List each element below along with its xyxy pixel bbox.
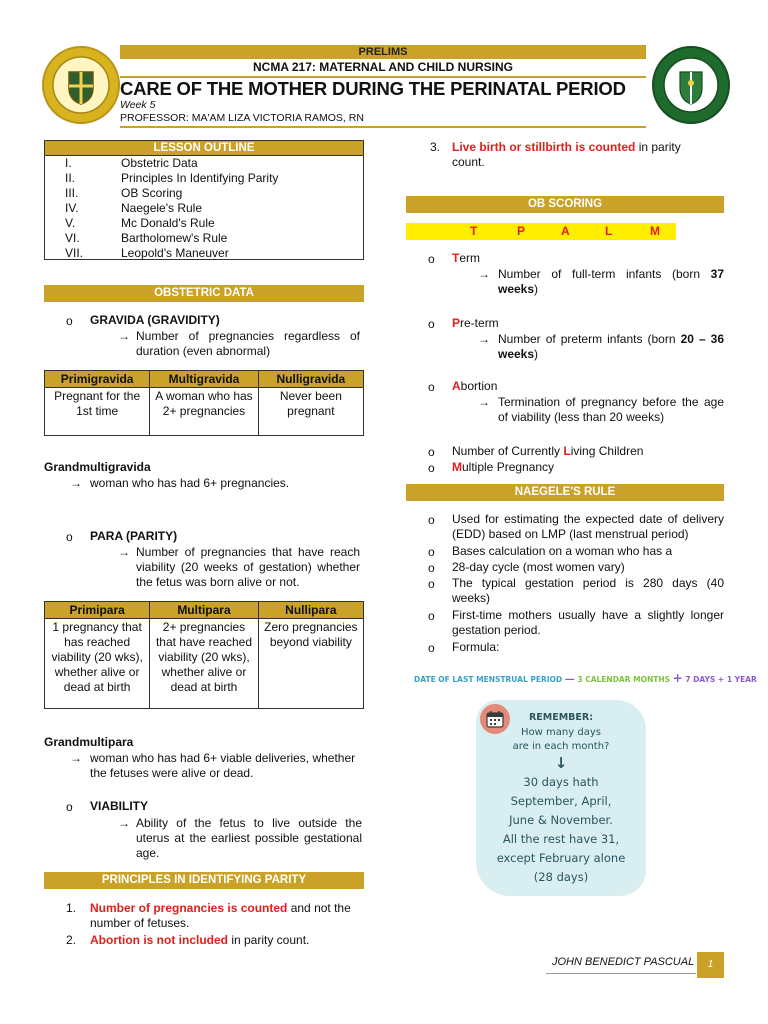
tpalm-letter: M <box>650 224 660 238</box>
obstetric-data-heading: OBSTETRIC DATA <box>44 285 364 302</box>
gravida-definition: Number of pregnancies regardless of duration (even abnormal) <box>136 329 360 358</box>
naegele-item: 28-day cycle (most women vary) <box>452 560 625 574</box>
ob-scoring-heading: OB SCORING <box>406 196 724 213</box>
outline-item: VI. Bartholomew's Rule <box>65 231 228 245</box>
professor-label: PROFESSOR: MA'AM LIZA VICTORIA RAMOS, RN <box>120 112 364 124</box>
arrow-icon: → <box>70 476 82 490</box>
bullet-circle: o <box>428 380 435 394</box>
down-arrow-icon: ↓ <box>554 754 568 772</box>
tpalm-highlight <box>406 223 676 240</box>
ob-abortion-label: Abortion <box>452 379 498 393</box>
card-rhyme-2: September, April, <box>510 794 612 808</box>
viability-definition: Ability of the fetus to live outside the uterus at the earliest possible gestational age. <box>136 816 362 860</box>
ob-multiple-label: Multiple Pregnancy <box>452 460 555 474</box>
outline-item: IV. Naegele's Rule <box>65 201 203 215</box>
card-rhyme-6: (28 days) <box>533 870 589 884</box>
table-header: Primipara <box>45 602 150 619</box>
table-cell: Pregnant for the 1st time <box>45 388 150 436</box>
principle-item: Number of pregnancies is counted and not the number of fetuses. <box>90 901 351 930</box>
gravida-table <box>44 370 364 436</box>
table-cell: Never been pregnant <box>258 388 363 436</box>
naegele-item: Used for estimating the expected date of delivery (EDD) based on LMP (last menstrual period) <box>452 512 724 541</box>
bullet-circle: o <box>428 513 435 527</box>
formula-days-year: 7 DAYS + 1 YEAR <box>685 675 757 684</box>
left-school-seal-icon <box>42 46 120 124</box>
naegele-item: Formula: <box>452 640 500 654</box>
viability-term: VIABILITY <box>90 799 149 813</box>
naegele-item: First-time mothers usually have a slightly longer gestation period. <box>452 608 724 637</box>
arrow-icon: → <box>118 329 130 343</box>
bullet-circle: o <box>66 314 73 328</box>
table-cell: A woman who has 2+ pregnancies <box>150 388 258 436</box>
para-definition: Number of pregnancies that have reach viability (20 weeks of gestation) whether the fetus was born alive or not. <box>136 545 360 589</box>
table-header: Multipara <box>150 602 258 619</box>
principle-item: Live birth or stillbirth is counted in parity count. <box>452 140 681 169</box>
arrow-icon: → <box>118 816 130 830</box>
ob-abortion-definition: Termination of pregnancy before the age of viability (less than 20 weeks) <box>498 395 724 424</box>
bullet-circle: o <box>428 445 435 459</box>
table-cell: Zero pregnancies beyond viability <box>258 619 363 709</box>
gravida-term: GRAVIDA (GRAVIDITY) <box>90 313 220 327</box>
bullet-circle: o <box>428 577 435 591</box>
grandmultipara-definition: woman who has had 6+ viable deliveries, whether the fetuses were alive or dead. <box>90 751 356 780</box>
tpalm-letter: P <box>517 224 526 238</box>
lesson-outline-box <box>44 140 364 260</box>
lesson-outline-heading: LESSON OUTLINE <box>45 141 363 156</box>
card-rhyme-1: 30 days hath <box>523 775 599 789</box>
outline-item: V. Mc Donald's Rule <box>65 216 215 230</box>
footer-author: JOHN BENEDICT PASCUAL <box>552 956 695 968</box>
term-label: PRELIMS <box>358 46 408 58</box>
bullet-circle: o <box>428 461 435 475</box>
bullet-circle: o <box>428 252 435 266</box>
principles-heading: PRINCIPLES IN IDENTIFYING PARITY <box>44 872 364 889</box>
table-cell: 2+ pregnancies that have reached viability (20 wks), whether alive or dead at birth <box>150 619 258 709</box>
week-label: Week 5 <box>120 99 156 111</box>
right-school-seal-icon <box>652 46 730 124</box>
card-question-2: are in each month? <box>512 741 610 752</box>
bullet-circle: o <box>66 530 73 544</box>
ob-living-label: Number of Currently Living Children <box>452 444 644 458</box>
principle-item: Abortion is not included in parity count. <box>90 933 310 947</box>
ob-term-definition: Number of full-term infants (born 37 weeks) <box>498 267 724 296</box>
bullet-circle: o <box>428 317 435 331</box>
ob-preterm-label: Pre-term <box>452 316 499 330</box>
term-banner <box>120 45 646 59</box>
grandmultigravida-term: Grandmultigravida <box>44 460 151 474</box>
outline-item: I. Obstetric Data <box>65 156 198 170</box>
card-rhyme-5: except February alone <box>496 851 626 865</box>
table-header: Nullipara <box>258 602 363 619</box>
arrow-icon: → <box>478 267 490 281</box>
para-term: PARA (PARITY) <box>90 529 178 543</box>
card-remember: REMEMBER: <box>528 712 594 723</box>
card-rhyme-4: All the rest have 31, <box>502 832 620 846</box>
naegele-item: Bases calculation on a woman who has a <box>452 544 673 558</box>
principle-number: 1. <box>66 901 77 915</box>
remember-card <box>476 700 646 896</box>
bullet-circle: o <box>428 641 435 655</box>
header-divider-bottom <box>120 126 646 128</box>
card-rhyme-3: June & November. <box>509 813 613 827</box>
table-cell: 1 pregnancy that has reached viability (20 wks), whether alive or dead at birth <box>45 619 150 709</box>
tpalm-letter: L <box>605 224 613 238</box>
table-header: Multigravida <box>150 371 258 388</box>
bullet-circle: o <box>428 545 435 559</box>
arrow-icon: → <box>118 545 130 559</box>
outline-item: III. OB Scoring <box>65 186 183 200</box>
tpalm-letter: T <box>470 224 478 238</box>
table-header: Primigravida <box>45 371 150 388</box>
bullet-circle: o <box>428 609 435 623</box>
arrow-icon: → <box>70 751 82 765</box>
arrow-icon: → <box>478 395 490 409</box>
formula-plus: + <box>672 671 683 685</box>
grandmultigravida-definition: woman who has had 6+ pregnancies. <box>90 476 290 490</box>
arrow-icon: → <box>478 332 490 346</box>
principle-number: 3. <box>430 140 441 154</box>
course-code: NCMA 217: MATERNAL AND CHILD NURSING <box>252 60 513 74</box>
ob-preterm-definition: Number of preterm infants (born 20 – 36 weeks) <box>498 332 724 361</box>
ob-term-label: Term <box>452 251 481 265</box>
page-title: CARE OF THE MOTHER DURING THE PERINATAL PERIOD <box>120 78 626 99</box>
formula-lmp: DATE OF LAST MENSTRUAL PERIOD <box>414 675 563 684</box>
outline-item: VII. Leopold's Maneuver <box>65 246 229 260</box>
table-header: Nulligravida <box>258 371 363 388</box>
para-table <box>44 601 364 709</box>
grandmultipara-term: Grandmultipara <box>44 735 134 749</box>
outline-item: II. Principles In Identifying Parity <box>65 171 279 185</box>
principle-number: 2. <box>66 933 77 947</box>
naegele-item: The typical gestation period is 280 days (40 weeks) <box>452 576 724 605</box>
formula-months: 3 CALENDAR MONTHS <box>577 675 671 684</box>
bullet-circle: o <box>428 561 435 575</box>
page-number: 1 <box>697 952 724 978</box>
tpalm-letter: A <box>561 224 570 238</box>
bullet-circle: o <box>66 800 73 814</box>
naegele-heading: NAEGELE'S RULE <box>406 484 724 501</box>
card-question-1: How many days <box>521 727 601 738</box>
formula-minus: — <box>564 674 575 685</box>
naegele-formula <box>414 671 757 685</box>
footer-divider <box>546 973 696 974</box>
